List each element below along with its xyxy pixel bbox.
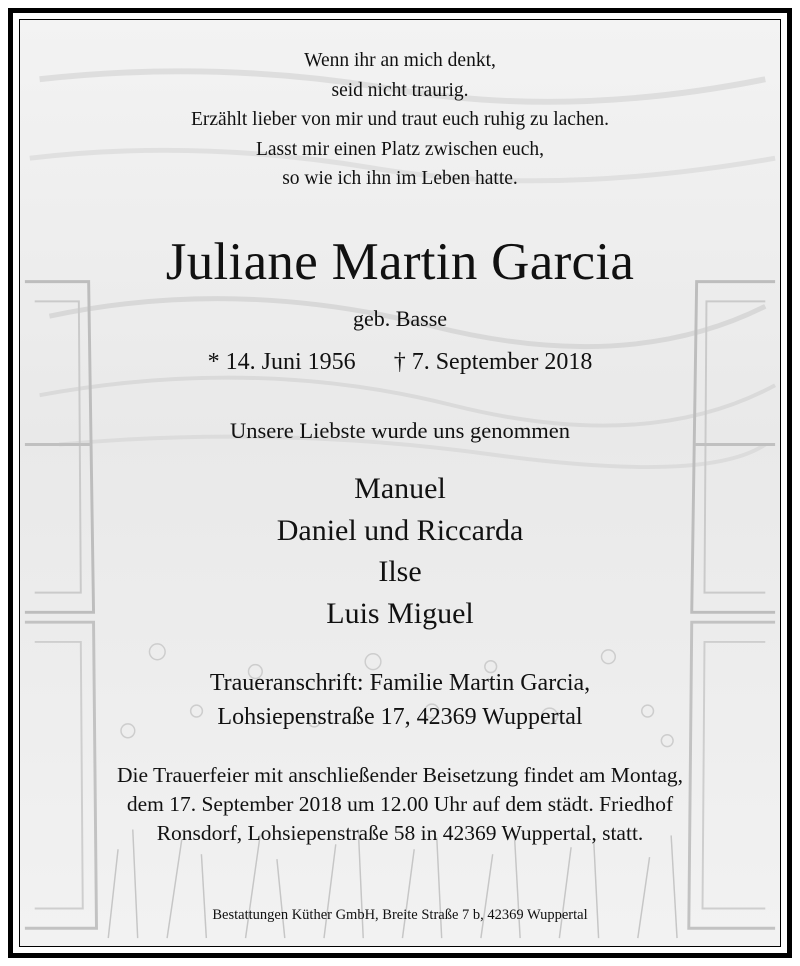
mourner-name: Luis Miguel [326,596,474,630]
address-line: Lohsiepenstraße 17, 42369 Wuppertal [217,704,583,730]
life-dates [20,346,780,378]
ceremony-line: Die Trauerfeier mit anschließender Beisetzung findet am Montag, [116,763,683,787]
ceremony-line: Ronsdorf, Lohsiepenstraße 58 in 42369 Wuppertal, statt. [156,821,644,845]
death-date: † 7. September 2018 [393,349,593,375]
memorial-poem [20,46,780,194]
ceremony-line: dem 17. September 2018 um 12.00 Uhr auf dem städt. Friedhof [126,792,674,816]
mourner-name: Ilse [378,555,422,588]
address-line: Traueranschrift: Familie Martin Garcia, [209,670,591,696]
obituary-card [19,19,781,947]
lead-line: Unsere Liebste wurde uns genommen [230,418,570,443]
mourners-list [20,468,780,634]
undertaker-info: Bestattungen Küther GmbH, Breite Straße 7 b, 42369 Wuppertal [212,907,588,923]
poem-line: seid nicht traurig. [331,79,469,101]
poem-line: Erzählt lieber von mir und traut euch ruhig zu lachen. [190,109,609,130]
deceased-name: Juliane Martin Garcia [165,233,635,291]
mourner-name: Daniel und Riccarda [276,513,524,547]
maiden-name: geb. Basse [352,306,448,331]
mourning-address [20,666,780,734]
mourner-name: Manuel [354,472,446,505]
birth-date: * 14. Juni 1956 [207,349,356,375]
poem-line: so wie ich ihn im Leben hatte. [282,168,518,189]
poem-line: Lasst mir einen Platz zwischen euch, [255,138,545,160]
obituary-frame [8,8,792,958]
ceremony-notice [20,761,780,848]
poem-line: Wenn ihr an mich denkt, [304,50,496,71]
